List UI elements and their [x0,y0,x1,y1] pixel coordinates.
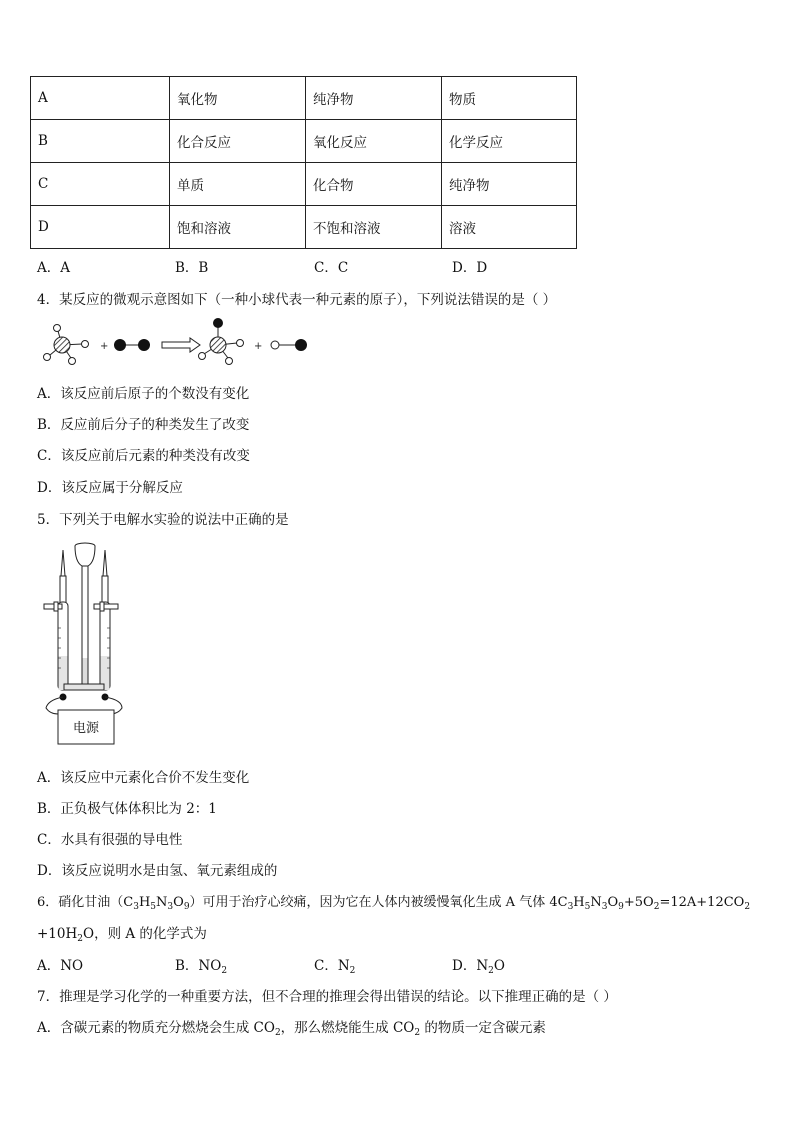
table-cell: D [31,206,170,249]
table-cell: B [31,120,170,163]
q6-choice-a: A．NO [37,958,84,974]
q4-option-c: C．该反应前后元素的种类没有改变 [37,448,250,464]
table-cell: 不饱和溶液 [306,206,442,249]
q5-stem: 5．下列关于电解水实验的说法中正确的是 [37,512,289,528]
plus-sign-2: + [254,341,263,352]
reactant-molecule-1 [44,325,89,365]
product-molecule-2 [271,339,307,351]
table-cell: 物质 [442,77,577,120]
table-row [31,77,577,120]
table-cell: 氧化反应 [306,120,442,163]
q6-choice-c: C．$N_2$ [314,958,356,976]
q4-option-b: B．反应前后分子的种类发生了改变 [37,417,250,433]
q4-option-a: A．该反应前后原子的个数没有变化 [37,386,250,402]
q6-choice-d: D．$N_2O$ [452,958,505,976]
q6-stem-line1: 6．硝化甘油$(C_3H_5N_3O_9)$可用于治疗心绞痛，因为它在人体内被缓慢氧化生成 A 气体 $4C_3H_5N_3O_9+5O_2=12A+12CO_2$ [37,895,751,912]
q7-option-a: A．含碳元素的物质充分燃烧会生成 $CO_2$，那么燃烧能生成 $CO_2$ 的物质一定含碳元素 [37,1020,546,1038]
table-cell: 化学反应 [442,120,577,163]
q3-choice-b: B．B [175,260,209,276]
table-cell: 溶液 [442,206,577,249]
q3-choice-d: D．D [452,260,488,276]
q6-choice-b: B．$NO_2$ [175,958,228,976]
table-cell: 化合反应 [170,120,306,163]
table-cell: 单质 [170,163,306,206]
plus-sign-1: + [100,341,109,352]
product-molecule-1 [199,318,244,365]
table-row [31,120,577,163]
table-cell: 饱和溶液 [170,206,306,249]
table-row [31,163,577,206]
q5-option-a: A．该反应中元素化合价不发生变化 [37,770,250,786]
table-cell: 纯净物 [442,163,577,206]
table-cell: A [31,77,170,120]
electrolysis-apparatus [38,538,138,750]
q3-choice-c: C．C [314,260,349,276]
q5-option-d: D．该反应说明水是由氢、氧元素组成的 [37,863,278,879]
q3-choice-a: A．A [37,260,70,276]
q4-option-d: D．该反应属于分解反应 [37,480,183,496]
q7-stem: 7．推理是学习化学的一种重要方法，但不合理的推理会得出错误的结论。以下推理正确的是（ ） [37,989,617,1005]
table-cell: 化合物 [306,163,442,206]
table-cell: 纯净物 [306,77,442,120]
power-supply-label: 电源 [72,721,100,736]
reactant-molecule-2 [114,339,150,351]
q4-stem: 4．某反应的微观示意图如下（一种小球代表一种元素的原子），下列说法错误的是（ ） [37,292,557,308]
table-row [31,206,577,249]
q5-option-c: C．水具有很强的导电性 [37,832,183,848]
table-cell: C [31,163,170,206]
reaction-diagram [38,316,318,368]
options-table [30,76,577,249]
table-cell: 氧化物 [170,77,306,120]
reaction-arrow-icon [162,338,200,352]
q5-option-b: B．正负极气体体积比为 2：1 [37,801,217,817]
q6-stem-line2: $+10H_2O$，则 A 的化学式为 [37,926,207,944]
